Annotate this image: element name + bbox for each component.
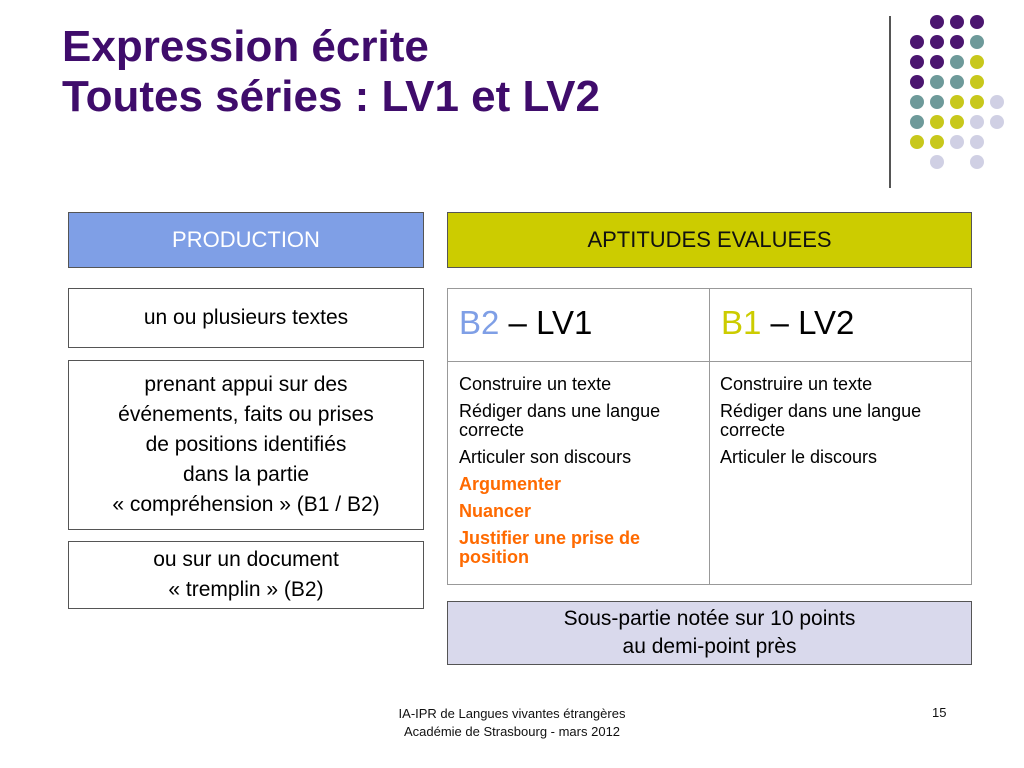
column-header-lv2 xyxy=(721,303,854,343)
decorative-dot xyxy=(910,35,924,49)
aptitudes-header-label: APTITUDES EVALUEES xyxy=(587,227,832,252)
footer xyxy=(312,705,712,741)
decorative-dot xyxy=(990,95,1004,109)
decorative-dot xyxy=(930,75,944,89)
decorative-dot xyxy=(970,95,984,109)
list-item: Rédiger dans une langue correcte xyxy=(720,401,922,440)
decorative-dot xyxy=(970,15,984,29)
decorative-dot xyxy=(910,135,924,149)
list-item: Nuancer xyxy=(459,501,532,521)
decorative-vertical-rule xyxy=(889,16,891,188)
level-b2: B2 xyxy=(459,304,500,341)
decorative-dot xyxy=(910,95,924,109)
decorative-dot xyxy=(990,115,1004,129)
production-box-sources-line: « compréhension » (B1 / B2) xyxy=(112,493,380,516)
production-box-sources-line: dans la partie xyxy=(182,463,310,486)
production-header xyxy=(68,212,424,268)
decorative-dot xyxy=(950,115,964,129)
title-line-1: Expression écrite xyxy=(62,22,429,71)
column-header-lv1 xyxy=(459,303,592,343)
lv2-skills-list xyxy=(720,375,965,475)
decorative-dot xyxy=(950,15,964,29)
decorative-dot xyxy=(930,115,944,129)
production-box-sources-line: événements, faits ou prises xyxy=(118,403,374,426)
table-row-divider xyxy=(448,361,971,362)
scoring-note-line: Sous-partie notée sur 10 points xyxy=(563,607,856,630)
list-item: Justifier une prise de position xyxy=(459,528,641,567)
aptitudes-header xyxy=(447,212,972,268)
aptitudes-table xyxy=(447,288,972,585)
decorative-dot xyxy=(930,35,944,49)
production-box-document xyxy=(68,541,424,609)
decorative-dot xyxy=(950,75,964,89)
list-item: Construire un texte xyxy=(459,374,612,394)
scoring-note xyxy=(447,601,972,665)
decorative-dot xyxy=(930,55,944,69)
decorative-dot xyxy=(950,35,964,49)
scoring-note-line: au demi-point près xyxy=(622,635,797,658)
production-header-label: PRODUCTION xyxy=(172,227,320,252)
decorative-dot xyxy=(950,135,964,149)
slide-title xyxy=(62,22,600,122)
production-box-document-line: « tremplin » (B2) xyxy=(168,578,324,601)
footer-line: Académie de Strasbourg - mars 2012 xyxy=(403,724,621,739)
decorative-dot xyxy=(910,55,924,69)
column-header-lv1-label: – LV1 xyxy=(499,304,593,341)
production-box-texts-label: un ou plusieurs textes xyxy=(143,306,349,329)
lv1-skills-list xyxy=(459,375,704,575)
production-box-texts xyxy=(68,288,424,348)
production-box-sources-line: de positions identifiés xyxy=(145,433,347,456)
decorative-dot xyxy=(970,35,984,49)
decorative-dot xyxy=(970,115,984,129)
column-header-lv2-label: – LV2 xyxy=(761,304,855,341)
list-item: Articuler le discours xyxy=(720,447,878,467)
decorative-dot xyxy=(970,55,984,69)
production-box-sources xyxy=(68,360,424,530)
footer-line: IA-IPR de Langues vivantes étrangères xyxy=(398,706,626,721)
decorative-dot xyxy=(970,155,984,169)
page-number: 15 xyxy=(932,705,947,720)
decorative-dot xyxy=(910,115,924,129)
title-line-2: Toutes séries : LV1 et LV2 xyxy=(62,72,600,121)
decorative-dot xyxy=(970,75,984,89)
decorative-dot xyxy=(910,75,924,89)
list-item: Argumenter xyxy=(459,474,562,494)
decorative-dot xyxy=(930,135,944,149)
decorative-dot xyxy=(950,55,964,69)
decorative-dot xyxy=(950,95,964,109)
production-box-sources-line: prenant appui sur des xyxy=(144,373,348,396)
decorative-dot xyxy=(930,155,944,169)
decorative-dot xyxy=(930,95,944,109)
level-b1: B1 xyxy=(721,304,762,341)
production-box-document-line: ou sur un document xyxy=(153,548,339,571)
list-item: Construire un texte xyxy=(720,374,873,394)
decorative-dot xyxy=(930,15,944,29)
decorative-dot xyxy=(970,135,984,149)
list-item: Articuler son discours xyxy=(459,447,632,467)
table-column-divider xyxy=(709,289,710,584)
list-item: Rédiger dans une langue correcte xyxy=(459,401,661,440)
